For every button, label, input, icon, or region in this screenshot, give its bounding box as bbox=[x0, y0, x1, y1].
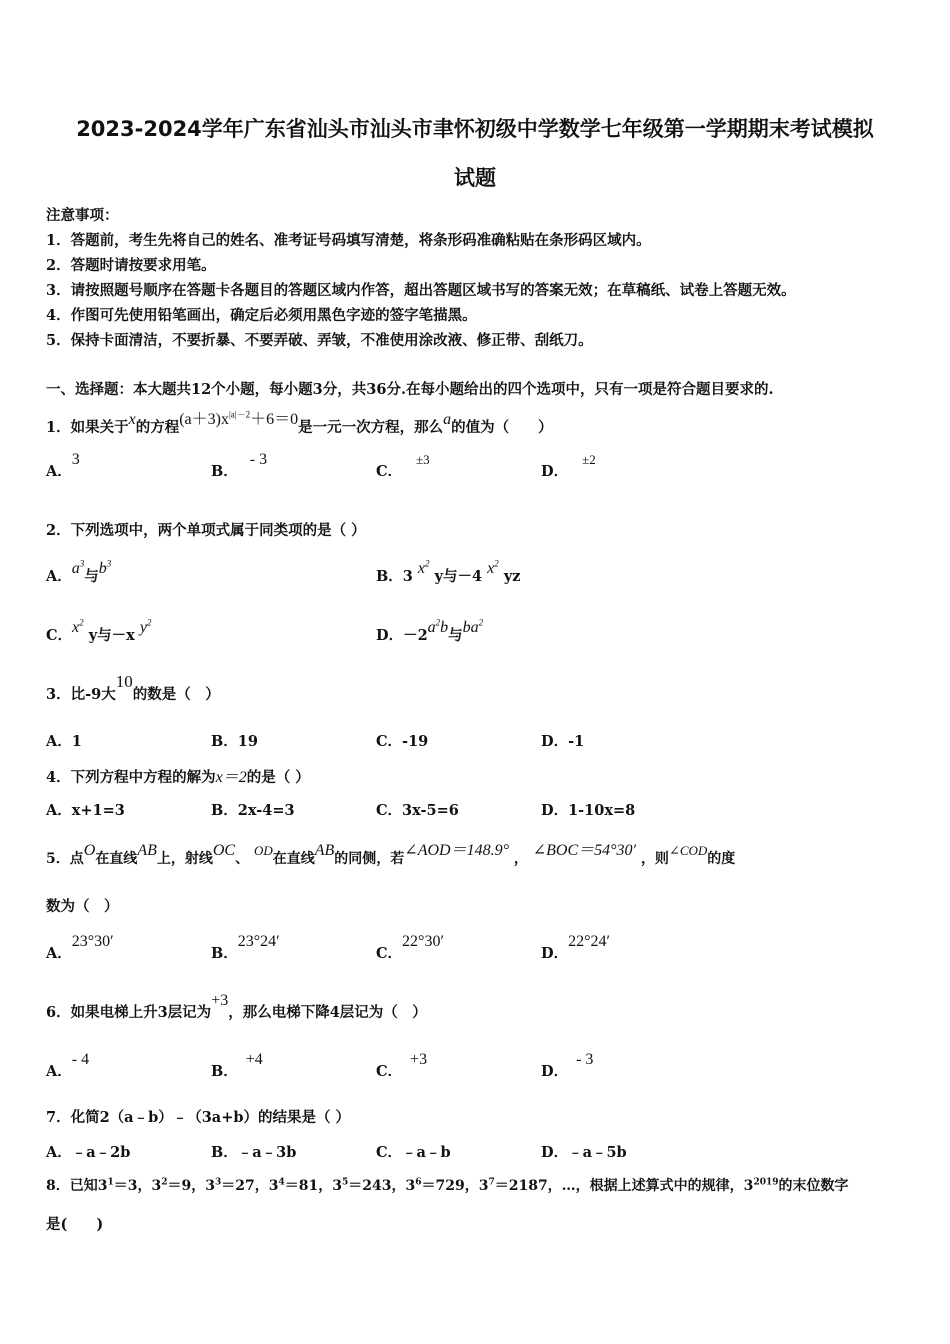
q1-option-d[interactable]: D．±2 bbox=[541, 452, 596, 480]
q2-option-d[interactable]: D．$-2a^2b$与$ba^2$ bbox=[376, 617, 484, 644]
q7-option-a[interactable]: A．﹣a﹣2b bbox=[46, 1144, 131, 1161]
question-6: 6．如果电梯上升3层记为+3，那么电梯下降4层记为（ ） bbox=[46, 992, 427, 1021]
q4-option-a[interactable]: A．x+1=3 bbox=[46, 802, 125, 819]
q1-option-b[interactable]: B．- 3 bbox=[211, 451, 268, 480]
q3-option-a[interactable]: A．1 bbox=[46, 733, 82, 750]
q4-option-d[interactable]: D．1-10x=8 bbox=[541, 802, 636, 819]
q6-option-a[interactable]: A．- 4 bbox=[46, 1051, 90, 1080]
q5-option-c[interactable]: C．22°30′ bbox=[376, 933, 444, 962]
q7-option-b[interactable]: B．﹣a﹣3b bbox=[211, 1144, 297, 1161]
q2-option-a[interactable]: A．$a^3$与$b^3$ bbox=[46, 558, 112, 585]
page-title: 2023-2024学年广东省汕头市汕头市聿怀初级中学数学七年级第一学期期末考试模拟 bbox=[76, 117, 874, 141]
q4-option-b[interactable]: B．2x-4=3 bbox=[211, 802, 295, 819]
question-4: 4．下列方程中方程的解为x＝2的是（ ） bbox=[46, 769, 310, 786]
q5-option-d[interactable]: D．22°24′ bbox=[541, 933, 610, 962]
q1-option-a[interactable]: A．3 bbox=[46, 451, 80, 480]
page-title-cont: 试题 bbox=[454, 166, 496, 190]
question-3: 3．比-9大10的数是（ ） bbox=[46, 672, 220, 703]
notice-item: 1．答题前，考生先将自己的姓名、准考证号码填写清楚，将条形码准确粘贴在条形码区域内。 bbox=[46, 232, 651, 249]
question-8: 8．已知$3^1=3$，$3^2=9$，$3^3=27$，$3^4=81$，$3^5=243$，$3^6=729$，$3^7=2187$，…，根据上述算式中的规律，$3^{2019}$的末位数字 bbox=[46, 1177, 849, 1194]
q7-option-d[interactable]: D．﹣a﹣5b bbox=[541, 1144, 627, 1161]
q1-option-c[interactable]: C．±3 bbox=[376, 452, 430, 480]
question-5: 5．点O在直线AB上，射线OC、 OD在直线AB的同侧，若∠AOD＝148.9° ， ∠BOC＝54°30′ ，则∠COD的度 bbox=[46, 842, 736, 867]
notice-item: 4．作图可先使用铅笔画出，确定后必须用黑色字迹的签字笔描黑。 bbox=[46, 307, 477, 324]
q3-option-b[interactable]: B．19 bbox=[211, 733, 258, 750]
q5-option-b[interactable]: B．23°24′ bbox=[211, 933, 280, 962]
question-2: 2．下列选项中，两个单项式属于同类项的是（ ） bbox=[46, 522, 366, 539]
q6-option-d[interactable]: D．- 3 bbox=[541, 1051, 594, 1080]
notice-item: 2．答题时请按要求用笔。 bbox=[46, 257, 216, 274]
q6-option-b[interactable]: B．+4 bbox=[211, 1051, 263, 1080]
q2-option-c[interactable]: C．$x^2$ y与－x $y^2$ bbox=[46, 617, 152, 644]
q4-option-c[interactable]: C．3x-5=6 bbox=[376, 802, 459, 819]
question-8-cont: 是( ) bbox=[46, 1216, 104, 1233]
q5-option-a[interactable]: A．23°30′ bbox=[46, 933, 114, 962]
q6-option-c[interactable]: C．+3 bbox=[376, 1051, 428, 1080]
q2-option-b[interactable]: B．3 $x^2$ y与－4 $x^2$ yz bbox=[376, 558, 521, 585]
question-5-cont: 数为（ ） bbox=[46, 898, 119, 915]
section-heading: 一、选择题：本大题共12个小题，每小题3分，共36分.在每小题给出的四个选项中，只有一项是符合题目要求的. bbox=[46, 381, 774, 398]
question-1: 1．如果关于x的方程$(a+3)x^{|a|-2}+6=0$是一元一次方程，那么a的值为（ ） bbox=[46, 409, 553, 436]
notice-heading: 注意事项： bbox=[46, 207, 119, 224]
q3-option-c[interactable]: C．-19 bbox=[376, 733, 429, 750]
question-7: 7．化简2（a﹣b）﹣（3a+b）的结果是（ ） bbox=[46, 1109, 351, 1126]
q7-option-c[interactable]: C．﹣a﹣b bbox=[376, 1144, 451, 1161]
notice-item: 5．保持卡面清洁，不要折暴、不要弄破、弄皱，不准使用涂改液、修正带、刮纸刀。 bbox=[46, 332, 593, 349]
q3-option-d[interactable]: D．-1 bbox=[541, 733, 585, 750]
notice-item: 3．请按照题号顺序在答题卡各题目的答题区域内作答，超出答题区域书写的答案无效；在草稿纸、试卷上答题无效。 bbox=[46, 282, 796, 299]
